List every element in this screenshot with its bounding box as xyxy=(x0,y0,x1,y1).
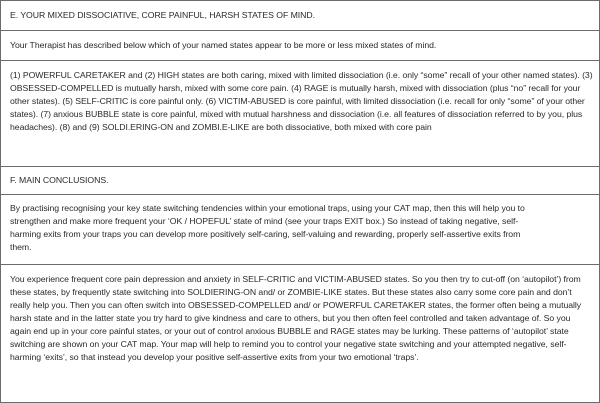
section-e-details-text: (1) POWERFUL CARETAKER and (2) HIGH states are both caring, mixed with limited dissociation (i.e. only “some” recall of your other named states). (3) OBSESSED-COMPELLED is mutually harsh, mixed with some core pain. (4) RAGE is mutually harsh, mixed with dissociation (plus “no” recall for your other states). (5) SELF-CRITIC is core painful only. (6) VICTIM-ABUSED is core painful, with limited dissociation (i.e. recall for only “some” of your other states). (7) anxious BUBBLE state is core painful, mixed with mutual harshness and dissociation (i.e. all features of dissociation referred to by you, plus headaches). (8) and (9) SOLDI.ERING-ON and ZOMBI.E-LIKE are both dissociative, both mixed with core pain xyxy=(10,70,593,132)
section-f-heading-text: F. MAIN CONCLUSIONS. xyxy=(10,175,109,185)
section-f-heading xyxy=(1,174,599,187)
divider xyxy=(1,60,599,61)
section-f-paragraph-1 xyxy=(1,202,599,254)
section-f-paragraph-2-text: You experience frequent core pain depression and anxiety in SELF-CRITIC and VICTIM-ABUSED states. So you then try to cut-off (on ‘autopilot’) from these states, by frequently state switching into SOLDIERING-ON and/ or ZOMBIE-LIKE states. But these states also carry some core pain and don’t really help you. Then you can often switch into OBSESSED-COMPELLED and/ or POWERFUL CARETAKER states, the former often being a mutually harsh state and in the latter state you try hard to give kindness and care to others, but you then often feel controlled and taken advantage of. So you again end up in your core painful states, or your out of control anxious BUBBLE and RAGE states may be lurking. These patterns of ‘autopilot’ state switching are shown on your CAT map. Your map will help to remind you to control your negative state switching and your attempted negative, self-harming ‘exits’, so that instead you develop your positive self-assertive exits from your two emotional ‘traps’. xyxy=(10,274,582,362)
section-e-heading xyxy=(1,9,599,22)
divider xyxy=(1,166,599,167)
section-f-paragraph-2 xyxy=(1,273,599,364)
section-e-heading-text: E. YOUR MIXED DISSOCIATIVE, CORE PAINFUL, HARSH STATES OF MIND. xyxy=(10,10,315,20)
divider xyxy=(1,264,599,265)
divider xyxy=(1,30,599,31)
section-e-intro xyxy=(1,39,599,52)
section-f-paragraph-1-text: By practising recognising your key state switching tendencies within your emotional traps, using your CAT map, then this will help you to strengthen and make more frequent your ‘OK / HOPEFUL’ state of mind (see your traps EXIT box.) So instead of taking negative, self-harming exits from your traps you can develop more positively self-caring, self-valuing and rewarding, properly self-assertive exits from them. xyxy=(10,203,525,252)
section-e-details xyxy=(1,69,599,134)
section-e-intro-text: Your Therapist has described below which of your named states appear to be more or less mixed states of mind. xyxy=(10,40,437,50)
divider xyxy=(1,194,599,195)
